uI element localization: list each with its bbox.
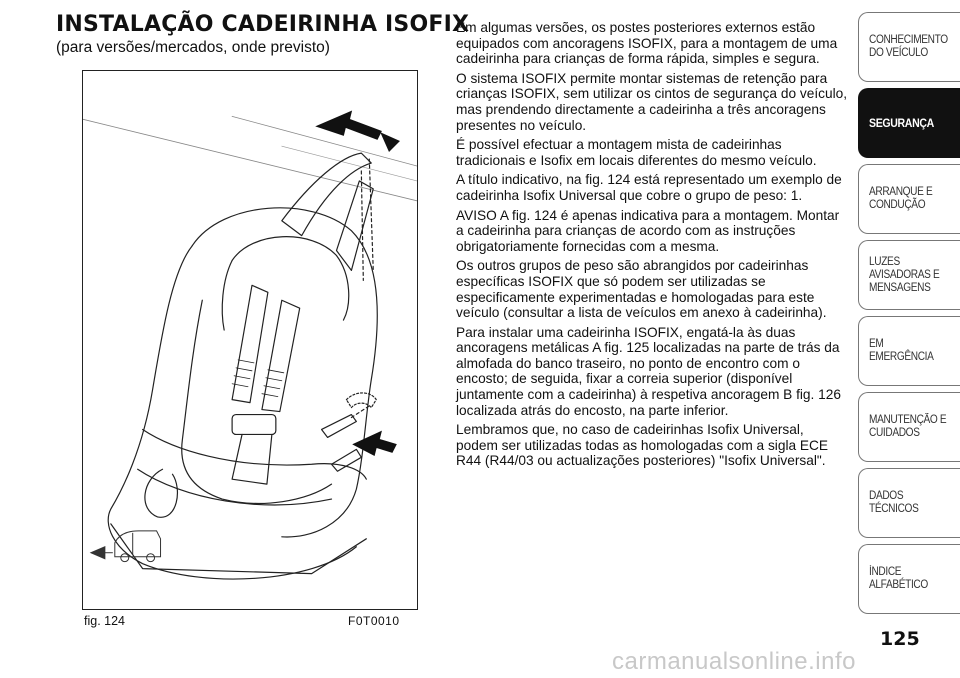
tab-label: LUZES AVISADORAS E MENSAGENS	[869, 255, 940, 294]
paragraph: Lembramos que, no caso de cadeirinhas Isofix Universal, podem ser utilizadas todas as homologadas com a sigla ECE R44 (R44/03 ou actualizações posteriores) "Isofix Universal".	[456, 422, 829, 469]
tab-dados-tecnicos[interactable]	[858, 468, 960, 538]
paragraph: É possível efectuar a montagem mista de cadeirinhas tradicionais e Isofix em locais diferentes do mesmo veículo.	[456, 137, 817, 168]
paragraph: Para instalar uma cadeirinha ISOFIX, engatá-la às duas ancoragens metálicas A fig. 125 localizadas na parte de trás da almofada do banco traseiro, no ponto de encontro com o encosto; de seguida, fixar a correia superior (disponível juntamente com a cadeirinha) à respetiva ancoragem B fig. 126 localizada atrás do encosto, na parte inferior.	[456, 324, 841, 418]
page-title: INSTALAÇÃO CADEIRINHA ISOFIX	[56, 12, 470, 37]
section-tabs	[858, 12, 960, 620]
tab-seguranca[interactable]	[858, 88, 960, 158]
tab-em-emergencia[interactable]	[858, 316, 960, 386]
tab-arranque-e-conducao[interactable]	[858, 164, 960, 234]
figure-code: F0T0010	[348, 614, 400, 628]
tab-label: MANUTENÇÃO E CUIDADOS	[869, 414, 947, 439]
paragraph: A título indicativo, na fig. 124 está representado um exemplo de cadeirinha Isofix Universal que cobre o grupo de peso: 1.	[456, 172, 842, 203]
paragraph: Em algumas versões, os postes posteriores externos estão equipados com ancoragens ISOFIX, para a montagem de uma cadeirinha para crianças de forma rápida, simples e segura.	[456, 20, 838, 67]
tab-label: EM EMERGÊNCIA	[869, 338, 934, 363]
tab-luzes-avisadoras[interactable]	[858, 240, 960, 310]
watermark: carmanualsonline.info	[612, 648, 856, 675]
tab-manutencao-e-cuidados[interactable]	[858, 392, 960, 462]
child-seat-drawing	[83, 71, 417, 609]
paragraph: AVISO A fig. 124 é apenas indicativa para a montagem. Montar a cadeirinha para crianças de acordo com as instruções obrigatoriamente fornecidas com a mesma.	[456, 207, 840, 254]
body-text	[456, 20, 848, 473]
tab-label: ARRANQUE E CONDUÇÃO	[869, 186, 933, 211]
paragraph: O sistema ISOFIX permite montar sistemas de retenção para crianças ISOFIX, sem utilizar os cintos de segurança do veículo, mas prendendo directamente a cadeirinha a três ancoragens presentes no veículo.	[456, 70, 848, 133]
tab-conhecimento-do-veiculo[interactable]	[858, 12, 960, 82]
page-subtitle: (para versões/mercados, onde previsto)	[56, 39, 330, 56]
tab-indice-alfabetico[interactable]	[858, 544, 960, 614]
tab-label: CONHECIMENTO DO VEÍCULO	[869, 34, 948, 59]
paragraph: Os outros grupos de peso são abrangidos por cadeirinhas específicas ISOFIX que só podem ser utilizadas se especificamente experimentadas e homologadas para este veículo (consultar a lista de veículos em anexo à cadeirinha).	[456, 258, 827, 321]
figure-child-seat-illustration	[82, 70, 418, 610]
tab-label: DADOS TÉCNICOS	[869, 490, 919, 515]
tab-label: SEGURANÇA	[869, 115, 934, 130]
vehicle-orientation-icon	[91, 531, 161, 562]
figure-label: fig. 124	[84, 614, 126, 628]
tab-label: ÍNDICE ALFABÉTICO	[869, 566, 928, 591]
page-number: 125	[880, 628, 920, 650]
